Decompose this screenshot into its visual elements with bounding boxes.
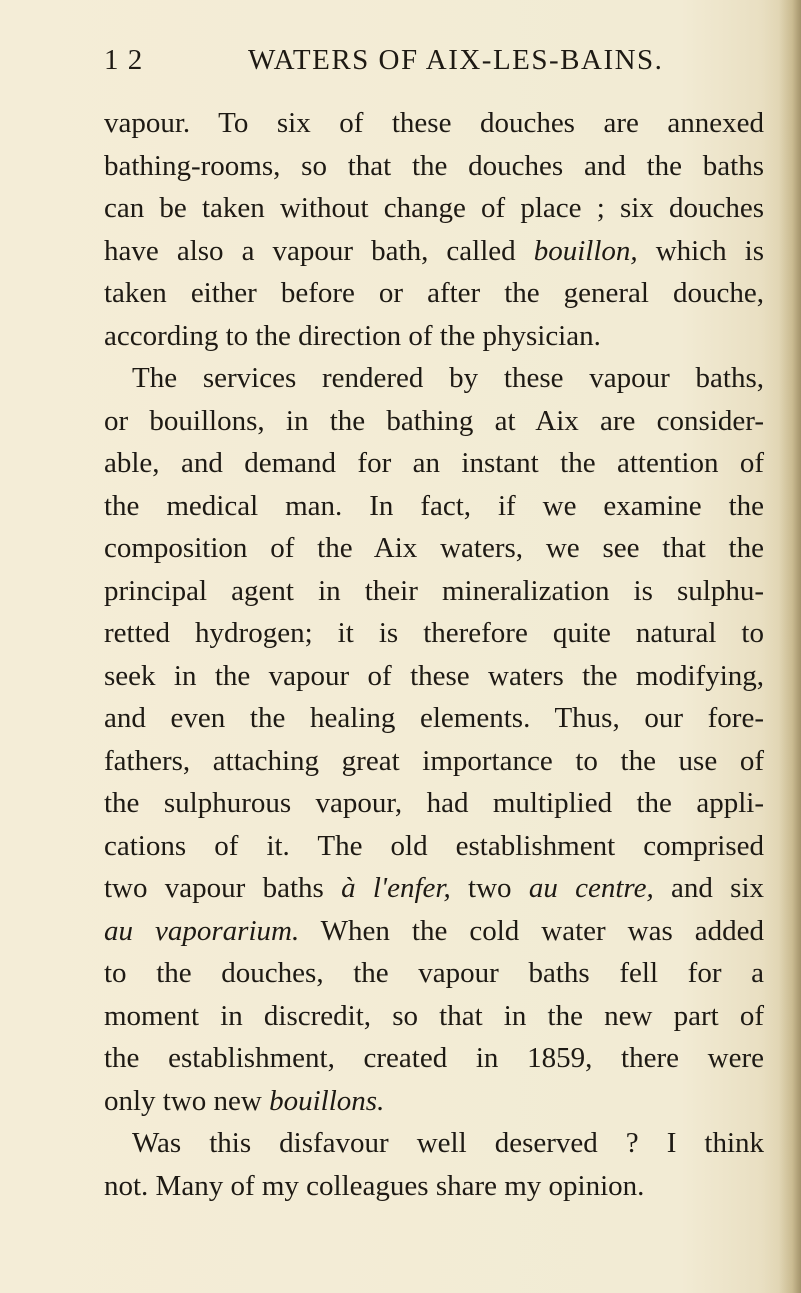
spine-shadow [779,0,801,1293]
text-line: moment in discredit, so that in the new part of [104,999,764,1032]
text-line: the medical man. In fact, if we examine the [104,489,764,522]
text-line: The services rendered by these vapour baths, [132,362,764,394]
text-line: to the douches, the vapour baths fell for a [104,957,764,989]
text-line: not. Many of my colleagues share my opinion. [104,1169,645,1202]
text-line: the establishment, created in 1859, there were [104,1042,764,1074]
text-line: principal agent in their mineralization is sulphu- [104,574,764,607]
text-span: and six [653,872,765,904]
text-line: Was this disfavour well deserved ? I think [132,1127,764,1159]
text-span: When the cold water was added [299,914,764,947]
italic-term: au vaporarium. [104,914,300,947]
italic-term: bouillons. [269,1084,385,1117]
text-line: according to the direction of the physician. [104,319,601,352]
text-line: vapour. To six of these douches are annexed [104,107,764,139]
italic-term: bouillon, [533,234,638,267]
italic-term: à l'enfer, [341,872,451,904]
text-line [104,1080,764,1123]
text-line: retted hydrogen; it is therefore quite natural to [104,617,764,649]
text-line: bathing-rooms, so that the douches and the baths [104,149,764,182]
text-line: can be taken without change of place ; six douches [104,192,764,224]
text-line [104,230,764,273]
page-number: 1 2 [104,44,144,76]
text-span: two vapour baths [104,872,342,904]
text-span: only two new [104,1084,270,1117]
italic-term: au centre, [528,872,654,904]
text-line: or bouillons, in the bathing at Aix are consider- [104,404,764,437]
body-text [104,102,764,1207]
text-line: the sulphurous vapour, had multiplied the appli- [104,787,764,819]
text-line [104,910,764,953]
text-line: able, and demand for an instant the attention of [104,447,764,479]
running-head-title: WATERS OF AIX-LES-BAINS. [248,44,664,76]
text-line: taken either before or after the general douche, [104,277,764,309]
text-line: cations of it. The old establishment comprised [104,829,764,862]
text-span: have also a vapour bath, called [104,234,534,267]
text-span: two [450,872,529,904]
text-line: composition of the Aix waters, we see that the [104,532,764,564]
text-line: and even the healing elements. Thus, our fore- [104,702,764,734]
text-line: seek in the vapour of these waters the modifying, [104,659,764,692]
text-line [104,867,764,910]
text-span: which is [637,234,765,267]
running-head [104,44,664,84]
text-line: fathers, attaching great importance to the use of [104,744,764,777]
